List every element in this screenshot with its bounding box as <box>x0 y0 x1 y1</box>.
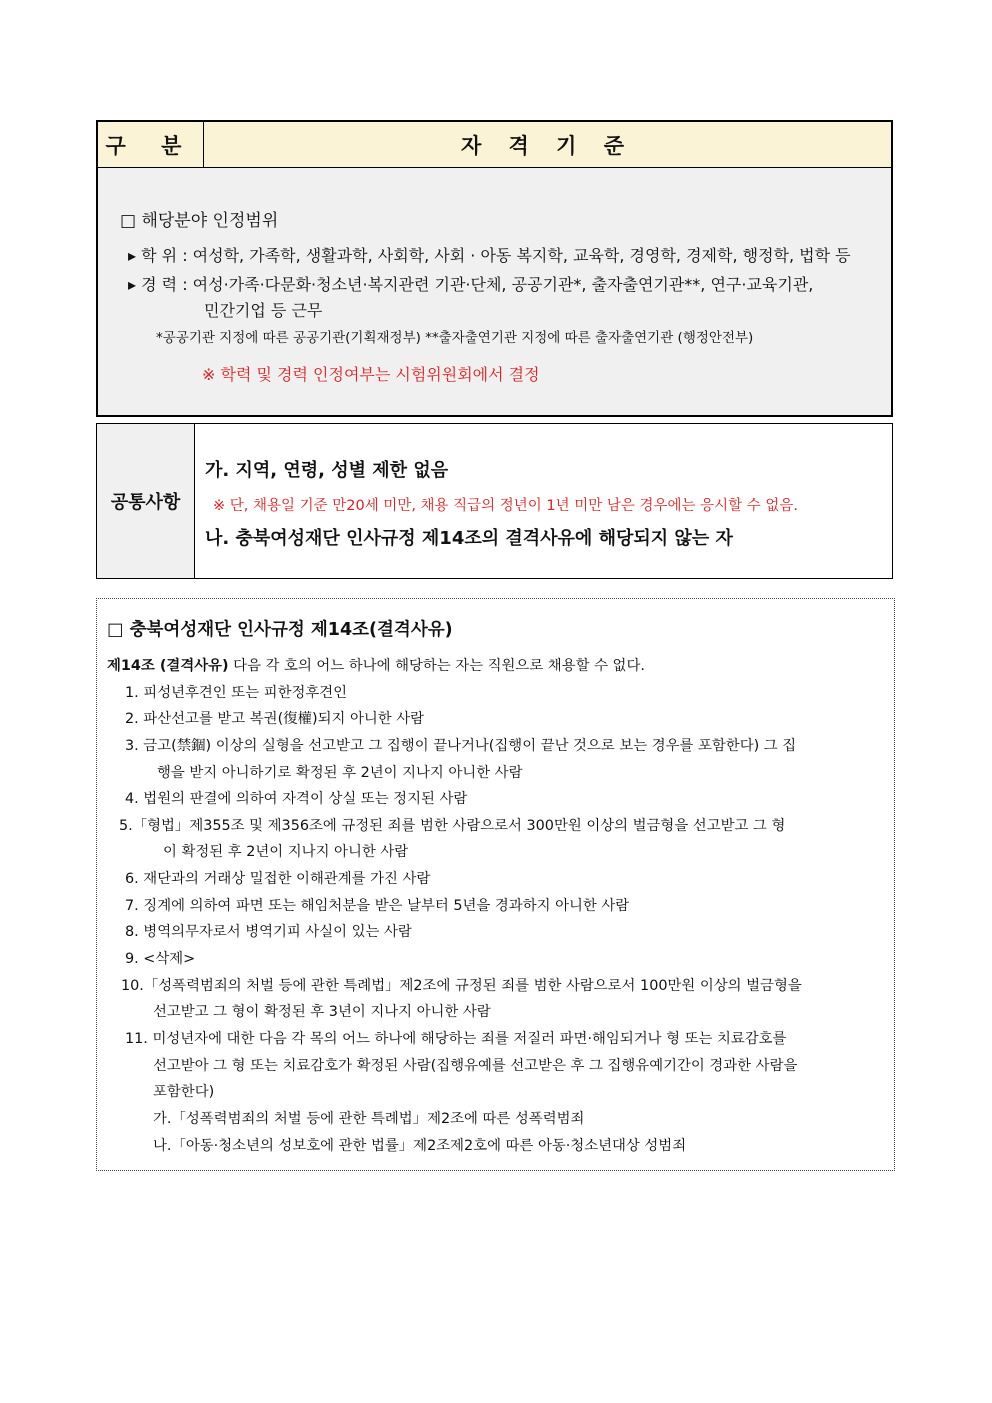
list-item: 이 확정된 후 2년이 지나지 아니한 사람 <box>163 844 409 860</box>
list-item: 10.「성폭력범죄의 처벌 등에 관한 특례법」제2조에 규정된 죄를 범한 사람으로서 100만원 이상의 벌금형을 <box>121 978 802 994</box>
criteria-body <box>98 168 891 415</box>
list-item: 포함한다) <box>153 1084 215 1100</box>
list-item: 3. 금고(禁錮) 이상의 실형을 선고받고 그 집행이 끝나거나(집행이 끝난 것으로 보는 경우를 포함한다) 그 집 <box>125 738 797 754</box>
list-item: 선고받아 그 형 또는 치료감호가 확정된 사람(집행유예를 선고받은 후 그 집행유예기간이 경과한 사람을 <box>153 1058 798 1074</box>
list-item: 가.「성폭력범죄의 처벌 등에 관한 특례법」제2조에 따른 성폭력범죄 <box>153 1111 585 1127</box>
regulation-intro <box>107 654 645 675</box>
article-label: 제14조 (결격사유) <box>107 658 229 674</box>
list-item: 선고받고 그 형이 확정된 후 3년이 지나지 아니한 사람 <box>153 1004 491 1020</box>
requirement-ga-note: ※ 단, 채용일 기준 만20세 미만, 채용 직급의 정년이 1년 미만 남은 경우에는 응시할 수 없음. <box>213 498 799 514</box>
list-item: 행을 받지 아니하기로 확정된 후 2년이 지나지 아니한 사람 <box>157 765 523 781</box>
qualification-table <box>96 120 893 417</box>
regulation-title: □ 충북여성재단 인사규정 제14조(결격사유) <box>107 620 453 640</box>
evaluation-note: ※ 학력 및 경력 인정여부는 시험위원회에서 결정 <box>202 365 540 384</box>
list-item: 나.「아동·청소년의 성보호에 관한 법률」제2조제2호에 따른 아동·청소년대상 성범죄 <box>153 1138 687 1154</box>
list-item: 9. <삭제> <box>125 951 196 967</box>
list-item: 2. 파산선고를 받고 복권(復權)되지 아니한 사람 <box>125 711 425 727</box>
list-item: 4. 법원의 판결에 의하여 자격이 상실 또는 정지된 사람 <box>125 791 468 807</box>
article-text: 다음 각 호의 어느 하나에 해당하는 자는 직원으로 채용할 수 없다. <box>228 658 645 674</box>
disqualification-box <box>96 598 895 1171</box>
footnote: *공공기관 지정에 따른 공공기관(기획재정부) **출자출연기관 지정에 따른 출자출연기관 (행정안전부) <box>156 330 754 346</box>
header-category: 구 분 <box>98 122 204 168</box>
academic-degree-line: ▸ 학 위 : 여성학, 가족학, 생활과학, 사회학, 사회 · 아동 복지학, 교육학, 경영학, 경제학, 행정학, 법학 등 <box>128 246 851 265</box>
career-line-2: 민간기업 등 근무 <box>204 301 323 320</box>
list-item: 11. 미성년자에 대한 다음 각 목의 어느 하나에 해당하는 죄를 저질러 파면·해임되거나 형 또는 치료감호를 <box>125 1031 787 1047</box>
section-title: □ 해당분야 인정범위 <box>120 211 279 231</box>
requirement-ga: 가. 지역, 연령, 성별 제한 없음 <box>205 460 449 481</box>
list-item: 8. 병역의무자로서 병역기피 사실이 있는 사람 <box>125 924 412 940</box>
list-item: 7. 징계에 의하여 파면 또는 해임처분을 받은 날부터 5년을 경과하지 아니한 사람 <box>125 898 630 914</box>
requirement-na: 나. 충북여성재단 인사규정 제14조의 결격사유에 해당되지 않는 자 <box>205 528 733 549</box>
common-label: 공통사항 <box>97 424 195 578</box>
career-line-1: ▸ 경 력 : 여성·가족·다문화·청소년·복지관련 기관·단체, 공공기관*, 출자출연기관**, 연구·교육기관, <box>128 275 814 294</box>
common-requirements-table <box>96 423 893 579</box>
header-criteria: 자 격 기 준 <box>204 122 891 168</box>
list-item: 1. 피성년후견인 또는 피한정후견인 <box>125 685 348 701</box>
list-item: 6. 재단과의 거래상 밀접한 이해관계를 가진 사람 <box>125 871 431 887</box>
list-item: 5.「형법」제355조 및 제356조에 규정된 죄를 범한 사람으로서 300만원 이상의 벌금형을 선고받고 그 형 <box>119 818 786 834</box>
